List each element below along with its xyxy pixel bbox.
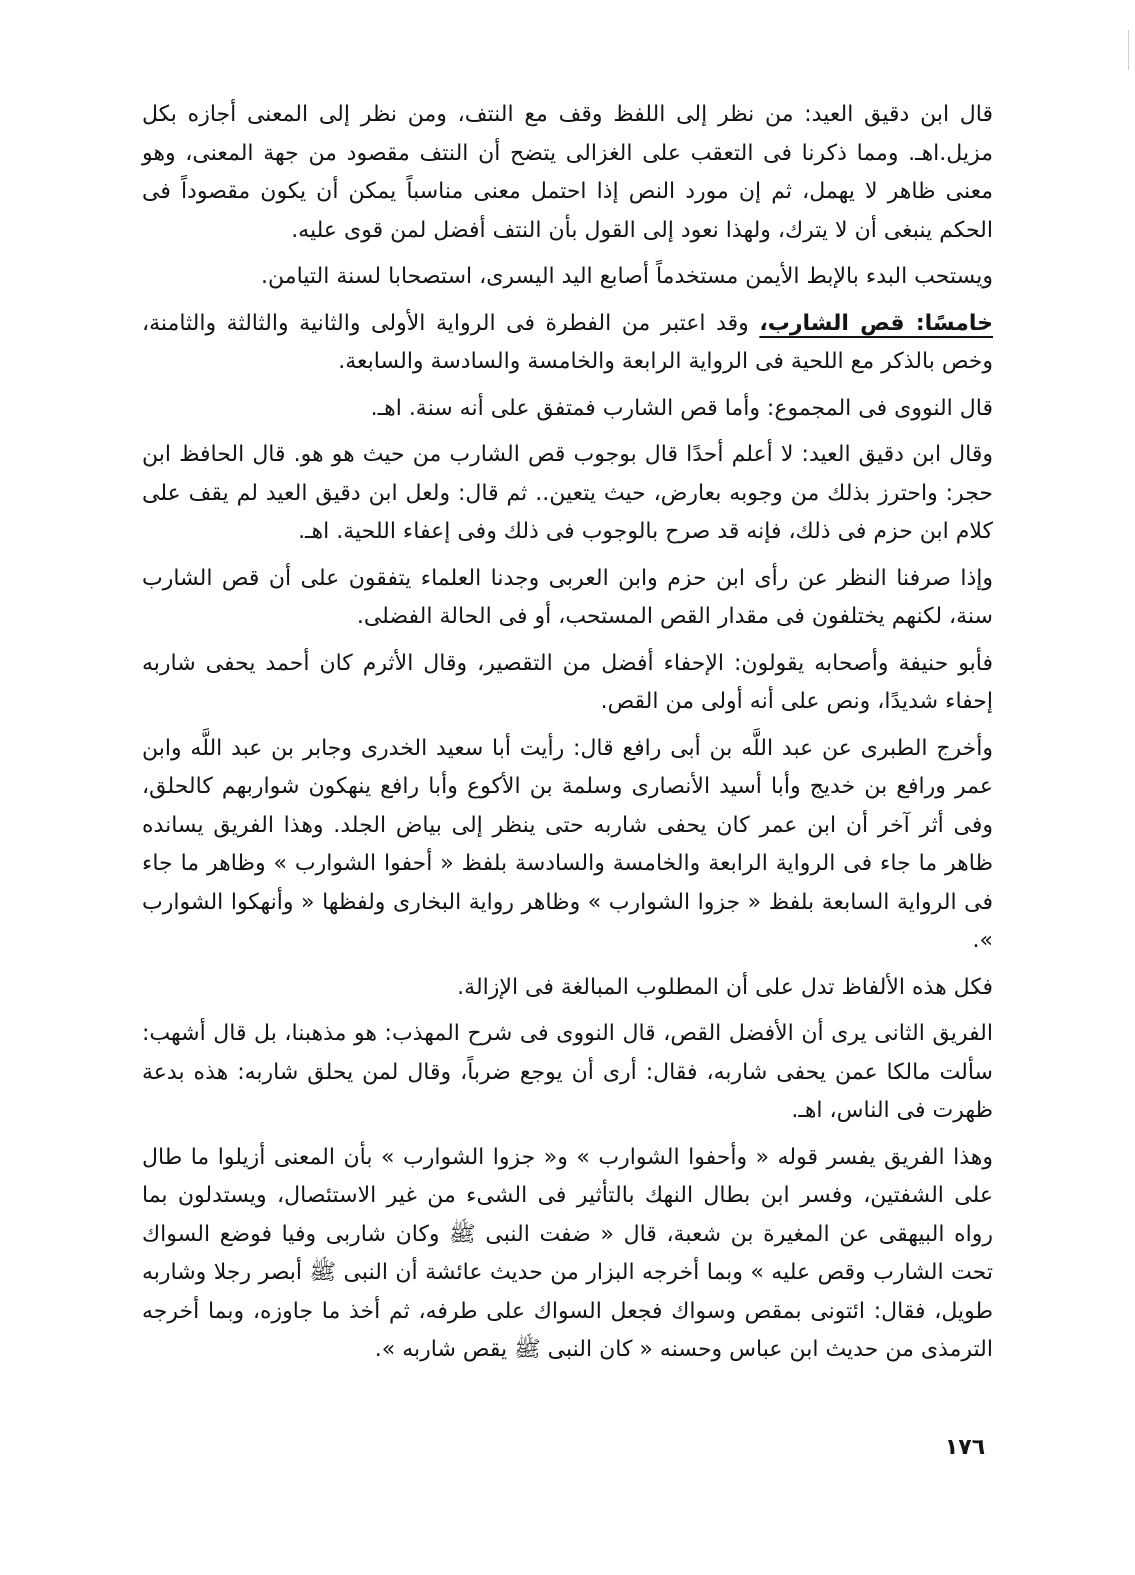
paragraph-ibn-daqiq-wujub: وقال ابن دقيق العيد: لا أعلم أحدًا قال بوجوب قص الشارب من حيث هو هو. قال الحافظ ابن حجر: واحترز بذلك من وجوبه بعارض، حيث يتعين.. ثم قال: ولعل ابن دقيق العيد لم يقف على كلام ابن حزم فى ذلك، فإنه قد صرح بالوجوب فى ذلك وفى إعفاء اللحية. اهـ. [142,442,993,544]
paragraph-second-group: الفريق الثانى يرى أن الأفضل القص، قال النووى فى شرح المهذب: هو مذهبنا، بل قال أشهب: سألت مالكا عمن يحفى شاربه، فقال: أرى أن يوجع ضرباً، وقال لمن يحلق شاربه: هذه بدعة ظهرت فى الناس، اهـ. [142,1021,993,1123]
paragraph-ibn-daqiq-nutf: قال ابن دقيق العيد: من نظر إلى اللفظ وقف مع النتف، ومن نظر إلى المعنى أجازه بكل مزيل.اهـ. ومما ذكرنا فى التعقب على الغزالى يتضح أن النتف مقصود من جهة المعنى، وهو معنى ظاهر لا يهمل، ثم إن مورد النص إذا احتمل معنى مناسباً يمكن أن يكون مقصوداً فى الحكم ينبغى أن لا يترك، ولهذا نعود إلى القول بأن النتف أفضل لمن قوى عليه. [142,102,993,243]
paragraph-interpretation: وهذا الفريق يفسر قوله « وأحفوا الشوارب » و« جزوا الشوارب » بأن المعنى أزيلوا ما طال على الشفتين، وفسر ابن بطال النهك بالتأثير فى الشىء من غير الاستئصال، ويستدلون بما رواه البيهقى عن المغيرة بن شعبة، قال « ضفت النبى ﷺ وكان شاربى وفيا فوضع السواك تحت الشارب وقص عليه » وبما أخرجه البزار من حديث عائشة أن النبى ﷺ أبصر رجلا وشاربه طويل، فقال: ائتونى بمقص وسواك فجعل السواك على طرفه، ثم أخذ ما جاوزه، وبما أخرجه الترمذى من حديث ابن عباس وحسنه « كان النبى ﷺ يقص شاربه ». [142,1144,993,1362]
body-text [142,96,993,1378]
paragraph-abu-hanifa: فأبو حنيفة وأصحابه يقولون: الإحفاء أفضل من التقصير، وقال الأثرم كان أحمد يحفى شاربه إحفاء شديدًا، ونص على أنه أولى من القص. [142,650,993,714]
paragraph-words-indicate: فكل هذه الألفاظ تدل على أن المطلوب المبالغة فى الإزالة. [457,974,993,1000]
paragraph-nawawi-majmu: قال النووى فى المجموع: وأما قص الشارب فمتفق على أنه سنة. اهـ. [370,395,993,421]
paragraph-fifth-mustache [142,305,993,382]
section-heading-continuation: وقد اعتبر من الفطرة فى الرواية الأولى والثانية والثالثة والثامنة، وخص بالذكر مع اللحية فى الرواية الرابعة والخامسة والسادسة والسابعة. [142,310,993,374]
paragraph-tabari-narration: وأخرج الطبرى عن عبد اللَّه بن أبى رافع قال: رأيت أبا سعيد الخدرى وجابر بن عبد اللَّه وابن عمر ورافع بن خديج وأبا أسيد الأنصارى وسلمة بن الأكوع وأبا رافع ينهكون شواربهم كالحلق، وفى أثر آخر أن ابن عمر كان يحفى شاربه حتى ينظر إلى بياض الجلد. وهذا الفريق يسانده ظاهر ما جاء فى الرواية الرابعة والخامسة والسادسة بلفظ « أحفوا الشوارب » وظاهر ما جاء فى الرواية السابعة بلفظ « جزوا الشوارب » وظاهر رواية البخارى ولفظها « وأنهكوا الشوارب ». [142,735,993,953]
page-number: ١٧٦ [944,1435,986,1460]
scan-edge-mark [1128,30,1129,70]
section-heading-mustache: خامسًا: قص الشارب، [759,310,994,336]
paragraph-scholars-agree: وإذا صرفنا النظر عن رأى ابن حزم وابن العربى وجدنا العلماء يتفقون على أن قص الشارب سنة، لكنهم يختلفون فى مقدار القص المستحب، أو فى الحالة الفضلى. [142,565,993,629]
paragraph-armpit-start: ويستحب البدء بالإبط الأيمن مستخدماً أصابع اليد اليسرى، استصحابا لسنة التيامن. [261,264,993,289]
